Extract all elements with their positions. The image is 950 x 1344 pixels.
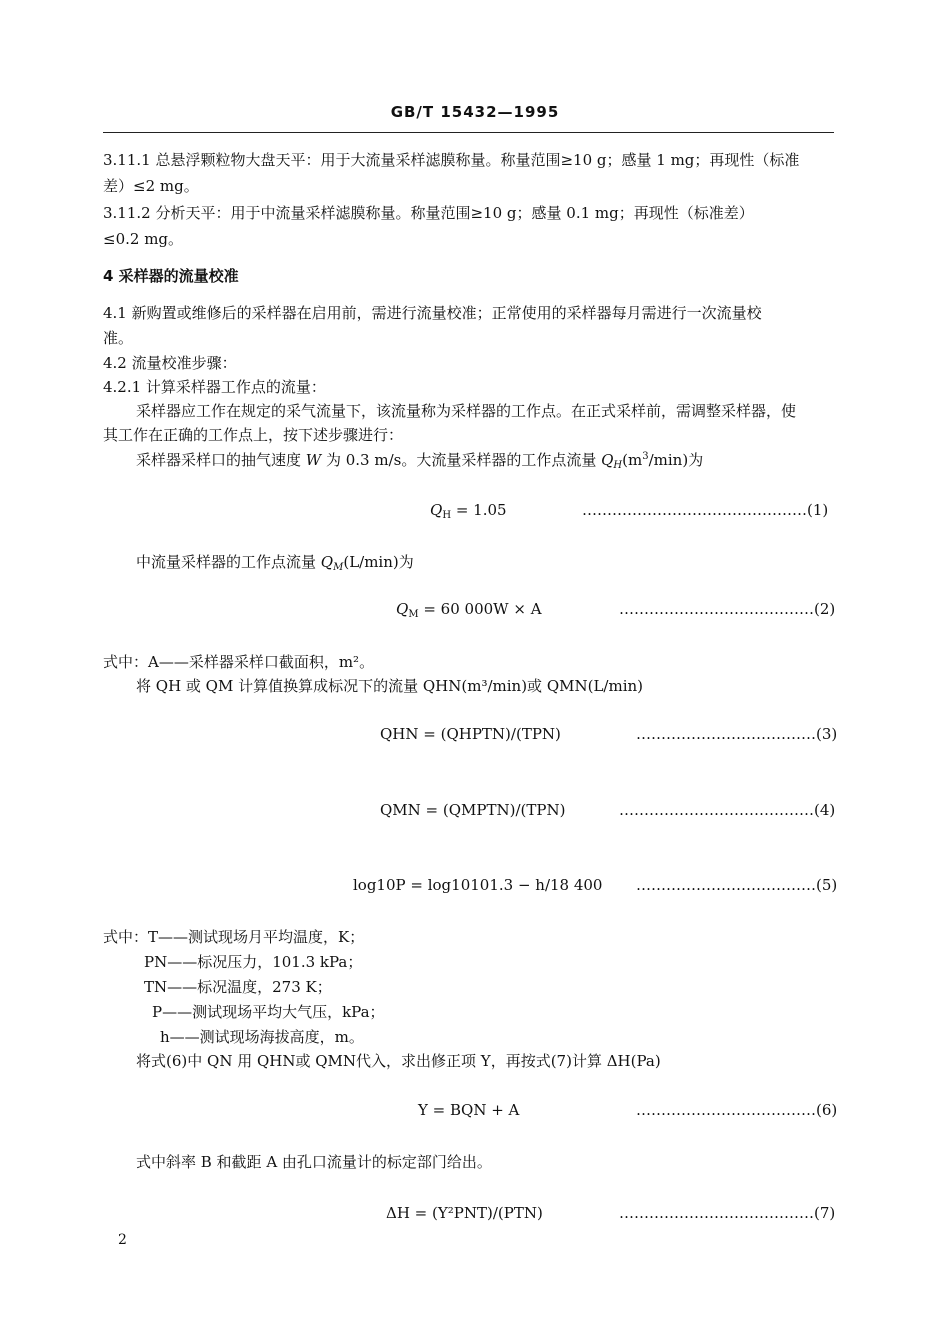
clause-4-2-1: 4.2.1 计算采样器工作点的流量： xyxy=(103,378,326,396)
symbol-W: W xyxy=(305,451,322,469)
equation-1: $Q_H = 1.05$ xyxy=(430,501,507,521)
where-PN: PN——标况压力，101.3 kPa； xyxy=(144,953,363,971)
clause-4-2: 4.2 流量校准步骤： xyxy=(103,354,237,372)
text-fragment: /min)为 xyxy=(648,451,704,469)
clause-4-1-line2: 准。 xyxy=(103,329,134,347)
clause-3-11-1-line2: 差）≤2 mg。 xyxy=(103,177,199,195)
paragraph-correction: 将式(6)中 QN 用 QHN或 QMN代入，求出修正项 Y，再按式(7)计算 ΔH(Pa) xyxy=(136,1052,661,1070)
paragraph-slope: 式中斜率 B 和截距 A 由孔口流量计的标定部门给出。 xyxy=(136,1153,492,1171)
equation-5-number: ………………………………(5) xyxy=(636,876,838,894)
paragraph-medium-flow xyxy=(136,552,414,572)
paragraph-suction-speed xyxy=(136,450,703,470)
equation-1-number: ………………………………………(1) xyxy=(582,501,829,519)
page-header: GB/T 15432—1995 xyxy=(390,103,560,121)
symbol-QM: $Q_M$ xyxy=(320,553,344,573)
where-TN: TN——标况温度，273 K； xyxy=(144,978,332,996)
symbol-QH: $Q_H$ xyxy=(601,451,623,471)
section-4-heading: 4 采样器的流量校准 xyxy=(103,267,239,285)
header-rule xyxy=(103,132,834,133)
superscript-3: 3 xyxy=(642,451,649,462)
equation-6-number: ………………………………(6) xyxy=(636,1101,838,1119)
paragraph-working-point-cont: 其工作在正确的工作点上，按下述步骤进行： xyxy=(103,426,404,444)
where-T: 式中：T——测试现场月平均温度，K； xyxy=(103,928,365,946)
equation-3: QHN = (QHPTN)/(TPN) xyxy=(380,725,561,743)
where-P: P——测试现场平均大气压，kPa； xyxy=(152,1003,385,1021)
equation-6: Y = BQN + A xyxy=(418,1101,520,1119)
paragraph-convert: 将 QH 或 QM 计算值换算成标况下的流量 QHN(m³/min)或 QMN(L/min) xyxy=(136,677,644,695)
paragraph-working-point: 采样器应工作在规定的采气流量下，该流量称为采样器的工作点。在正式采样前，需调整采样器，使 xyxy=(136,402,797,420)
where-A: 式中：A——采样器采样口截面积，m²。 xyxy=(103,653,375,671)
clause-3-11-2-line2: ≤0.2 mg。 xyxy=(103,230,184,248)
equation-2-number: …………………………………(2) xyxy=(619,600,836,618)
clause-4-1-line1: 4.1 新购置或维修后的采样器在启用前，需进行流量校准；正常使用的采样器每月需进行一次流量校 xyxy=(103,304,762,322)
equation-4: QMN = (QMPTN)/(TPN) xyxy=(380,801,566,819)
text-fragment: (L/min)为 xyxy=(343,553,414,571)
equation-2: $Q_M = 60$ 000W × A xyxy=(396,600,542,620)
text-fragment: 采样器采样口的抽气速度 xyxy=(136,451,306,469)
equation-3-number: ………………………………(3) xyxy=(636,725,838,743)
equation-5: log10P = log10101.3 − h/18 400 xyxy=(353,876,603,894)
equation-4-number: …………………………………(4) xyxy=(619,801,836,819)
page-number: 2 xyxy=(118,1232,127,1248)
text-fragment: 为 0.3 m/s。大流量采样器的工作点流量 xyxy=(321,451,602,469)
equation-7-number: …………………………………(7) xyxy=(619,1204,836,1222)
equation-7: ΔH = (Y²PNT)/(PTN) xyxy=(386,1204,543,1222)
clause-3-11-2-line1: 3.11.2 分析天平：用于中流量采样滤膜称量。称量范围≥10 g；感量 0.1 mg；再现性（标准差） xyxy=(103,204,754,222)
text-fragment: 中流量采样器的工作点流量 xyxy=(136,553,321,571)
text-fragment: (m xyxy=(622,451,643,469)
clause-3-11-1-line1: 3.11.1 总悬浮颗粒物大盘天平：用于大流量采样滤膜称量。称量范围≥10 g；感量 1 mg；再现性（标准 xyxy=(103,151,800,169)
where-h: h——测试现场海拔高度，m。 xyxy=(160,1028,364,1046)
